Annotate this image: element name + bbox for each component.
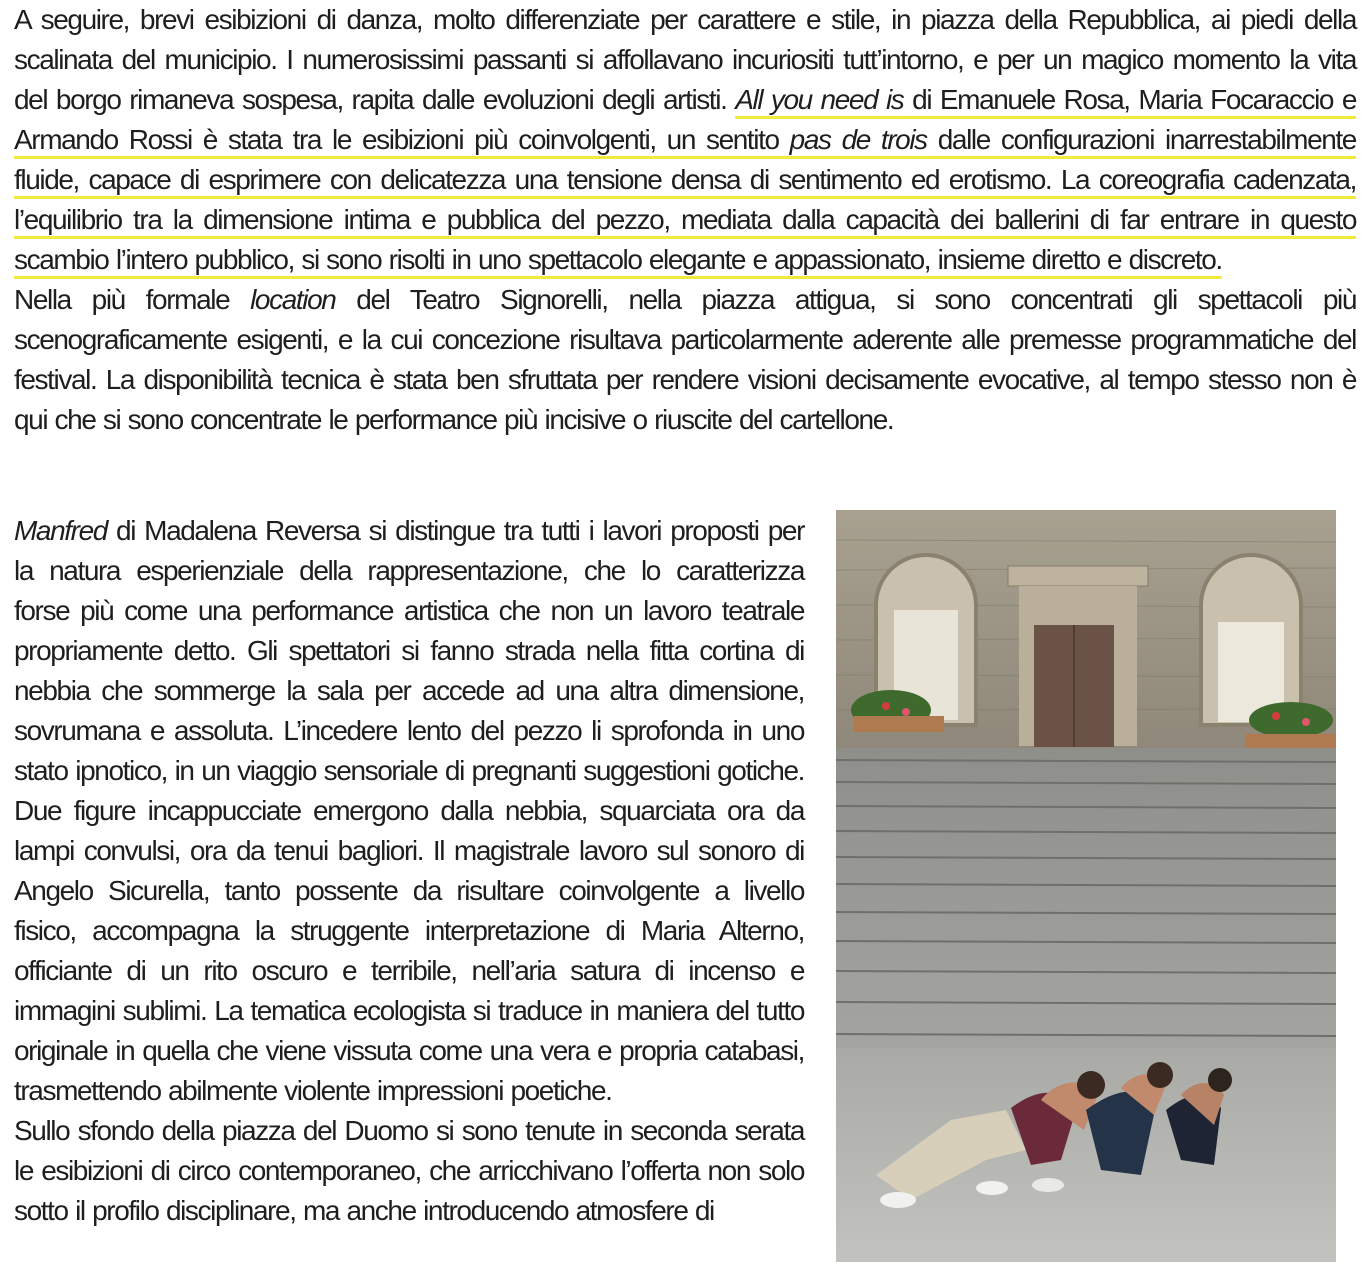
paragraph-circus <box>14 1111 804 1231</box>
text-run: Nella più formale <box>14 284 251 315</box>
paragraph-teatro-signorelli <box>14 280 1356 440</box>
paragraph-manfred <box>14 511 804 1111</box>
page-cutoff <box>0 1264 820 1280</box>
text-run: A seguire, brevi esibizioni di danza, molto differenziate per carattere e stile, in piazza della Repubblica, ai piedi della scalinata del municipio. I numerosissimi passanti si affollavano incuriositi tutt’intorno, e per un magico momento la vita del borgo rimaneva sospesa, rapita dalle evoluzioni degli artisti. <box>14 4 1356 115</box>
text-run: di Madalena Reversa si distingue tra tutti i lavori proposti per la natura esperienziale della rappresentazione, che lo caratterizza forse più come una performance artistica che non un lavoro teatrale propriamente detto. Gli spettatori si fanno strada nella fitta cortina di nebbia che sommerge la sala per accede ad una altra dimensione, sovrumana e assoluta. L’incedere lento del pezzo li sprofonda in uno stato ipnotico, in un viaggio sensoriale di pregnanti suggestioni gotiche. Due figure incappucciate emergono dalla nebbia, squarciata ora da lampi convulsi, ora da tenui bagliori. Il magistrale lavoro sul sonoro di Angelo Sicurella, tanto possente da risultare coinvolgente a livello fisico, accompagna la struggente interpretazione di Maria Alterno, officiante di un rito oscuro e terribile, nell’aria satura di incenso e immagini sublimi. La tematica ecologista si traduce in maniera del tutto originale in quella che viene vissuta come una vera e propria catabasi, trasmettendo abilmente violente impressioni poetiche. <box>14 515 804 1106</box>
text-run: del Teatro Signorelli, nella piazza attigua, si sono concentrati gli spettacoli più scenograficamente esigenti, e la cui concezione risultava particolarmente aderente alle premesse programmatiche del festival. La disponibilità tecnica è stata ben sfruttata per rendere visioni decisamente evocative, al tempo stesso non è qui che si sono concentrate le performance più incisive o riuscite del cartellone. <box>14 284 1356 435</box>
term-pas-de-trois: pas de trois <box>789 124 927 155</box>
work-title-all-you-need-is: All you need is <box>735 84 904 115</box>
door-lintel <box>1008 566 1148 586</box>
text-run: Sullo sfondo della piazza del Duomo si sono tenute in seconda serata le esibizioni di circo contemporaneo, che arricchivano l’offerta non solo sotto il profilo disciplinare, ma anche introducendo atmosfere di <box>14 1115 804 1226</box>
performance-photo <box>836 510 1336 1262</box>
paragraph-dance-exhibitions <box>14 0 1356 280</box>
article-top <box>14 0 1356 440</box>
text-run: di Emanuele Rosa, Maria Focaraccio e Armando Rossi è stata tra le esibizioni più coinvolgenti, un sentito <box>14 84 1356 155</box>
photo-illustration <box>836 510 1336 1262</box>
text-run: dalle configurazioni inarrestabilmente fluide, capace di esprimere con delicatezza una tensione densa di sentimento ed erotismo. La coreografia cadenzata, l’equilibrio tra la dimensione intima e pubblica del pezzo, mediata dalla capacità dei ballerini di far entrare in questo scambio l’intero pubblico, si sono risolti in uno spettacolo elegante e appassionato, insieme diretto e discreto. <box>14 124 1356 275</box>
article-left-column <box>14 511 804 1231</box>
work-title-manfred: Manfred <box>14 515 107 546</box>
term-location: location <box>250 284 336 315</box>
